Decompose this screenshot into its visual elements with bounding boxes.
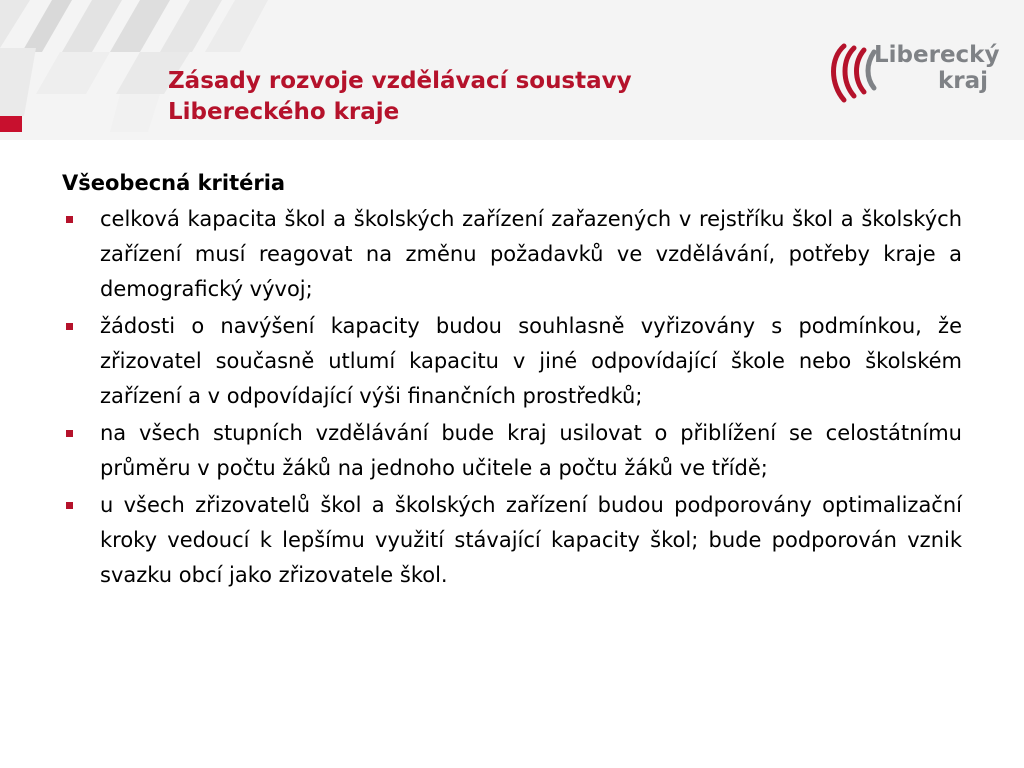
criteria-item-3: na všech stupních vzdělávání bude kraj usilovat o přiblížení se celostátnímu průměru v počtu žáků na jednoho učitele a počtu žáků ve třídě; [62, 416, 962, 486]
section-title: Všeobecná kritéria [62, 171, 286, 195]
liberecky-kraj-logo [826, 38, 1000, 108]
title-line-1: Zásady rozvoje vzdělávací soustavy [168, 68, 632, 94]
criteria-item-2: žádosti o navýšení kapacity budou souhlasně vyřizovány s podmínkou, že zřizovatel současně utlumí kapacitu v jiné odpovídající škole nebo školském zařízení a v odpovídající výši finančních prostředků; [62, 309, 962, 414]
content-area [62, 166, 962, 595]
criteria-item-4: u všech zřizovatelů škol a školských zařízení budou podporovány optimalizační kroky vedoucí k lepšímu využití stávající kapacity škol; bude podporován vznik svazku obcí jako zřizovatele škol. [62, 488, 962, 593]
criteria-item-1: celková kapacita škol a školských zařízení zařazených v rejstříku škol a školských zařízení musí reagovat na změnu požadavků ve vzdělávání, potřeby kraje a demografický vývoj; [62, 202, 962, 307]
page-title [168, 66, 788, 128]
title-line-2: Libereckého kraje [168, 99, 400, 125]
criteria-list [62, 202, 962, 593]
logo-text-line-1: Liberecký [874, 42, 1000, 68]
logo-text-line-2: kraj [938, 68, 989, 94]
